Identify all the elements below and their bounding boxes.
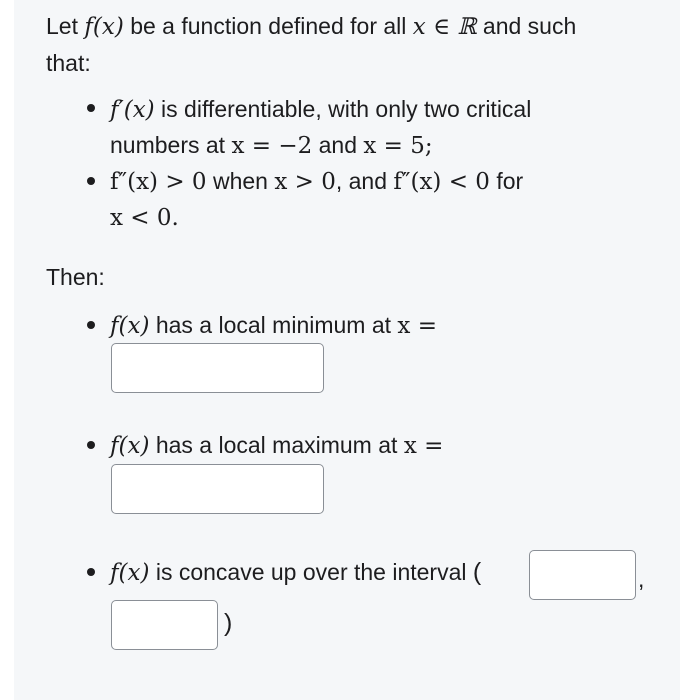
condition-1-crit-2: x = 5 <box>363 133 425 159</box>
condition-1-line-1 <box>110 92 531 128</box>
bullet-icon <box>87 441 95 449</box>
question-min-label: has a local minimum at <box>155 312 392 338</box>
concave-interval-start-input[interactable] <box>529 550 636 600</box>
condition-1-fprime: f′(x) <box>110 97 155 123</box>
question-max-eq: x = <box>403 433 444 459</box>
condition-2-fdouble-neg: f″(x) < 0 <box>393 169 490 195</box>
interval-comma: , <box>638 566 645 592</box>
condition-2-when: when <box>212 168 268 194</box>
question-concave-label: is concave up over the interval <box>155 559 467 585</box>
then-label: Then: <box>46 264 105 290</box>
question-min-text <box>110 308 437 344</box>
question-min-eq: x = <box>397 313 437 339</box>
question-max-fx: f(x) <box>110 433 150 459</box>
condition-2-cond-pos: x > 0 <box>274 169 336 195</box>
intro-line-2: that: <box>46 50 91 76</box>
intro-defined-text: be a function defined for all <box>130 13 407 39</box>
condition-2-fdouble-pos: f″(x) > 0 <box>110 169 207 195</box>
open-paren: ( <box>472 558 482 586</box>
question-max-text <box>110 428 443 464</box>
question-min-fx: f(x) <box>110 313 150 339</box>
intro-fx: f(x) <box>84 14 124 40</box>
condition-2-period: . <box>171 205 179 231</box>
intro-let: Let <box>46 13 78 39</box>
bullet-icon <box>87 177 95 185</box>
condition-2-line-1 <box>110 164 523 200</box>
question-panel <box>14 0 680 700</box>
condition-1-numbers-at: numbers at <box>110 132 226 158</box>
condition-2-for: for <box>496 168 524 194</box>
bullet-icon <box>87 568 95 576</box>
condition-2-comma-and: , and <box>335 168 387 194</box>
condition-1-and: and <box>318 132 357 158</box>
bullet-icon <box>87 104 95 112</box>
bullet-icon <box>87 321 95 329</box>
condition-1-crit-1: x = −2 <box>231 133 313 159</box>
intro-domain: x ∈ ℝ <box>412 14 477 40</box>
concave-interval-end-input[interactable] <box>111 600 218 650</box>
close-paren: ) <box>224 609 233 637</box>
condition-1-line-2 <box>110 128 433 164</box>
intro-line-1 <box>46 9 576 45</box>
condition-2-line-2 <box>110 200 179 236</box>
local-maximum-answer-input[interactable] <box>111 464 324 514</box>
question-concave-text <box>110 555 481 591</box>
condition-1-text: is differentiable, with only two critical <box>161 96 532 122</box>
question-concave-fx: f(x) <box>110 560 150 586</box>
condition-1-semicolon: ; <box>424 133 433 159</box>
intro-and-such: and such <box>482 13 577 39</box>
question-max-label: has a local maximum at <box>155 432 398 458</box>
condition-2-cond-neg: x < 0 <box>110 205 172 231</box>
local-minimum-answer-input[interactable] <box>111 343 324 393</box>
